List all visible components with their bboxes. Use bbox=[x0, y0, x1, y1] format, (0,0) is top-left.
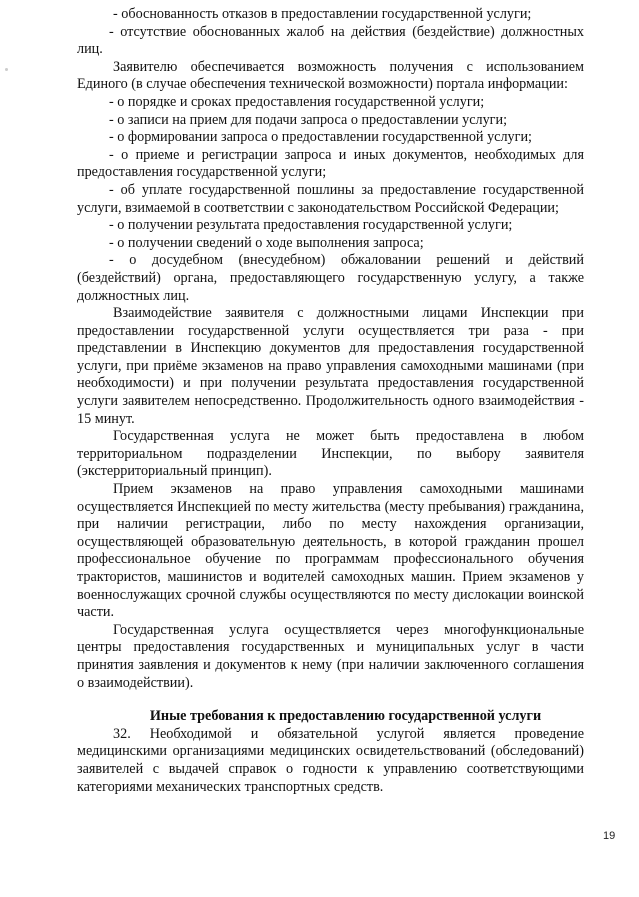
scan-speck bbox=[5, 68, 8, 71]
paragraph: Заявителю обеспечивается возможность получения с использованием Единого (в случае обеспечения технической возможности) портала информации: bbox=[77, 58, 584, 93]
paragraph: - обоснованность отказов в предоставлении государственной услуги; bbox=[113, 6, 532, 22]
list-item: - о порядке и сроках предоставления государственной услуги; bbox=[109, 93, 485, 110]
paragraph: 32. Необходимой и обязательной услугой является проведение медицинскими организациями медицинских освидетельствований (обследований) заявителей с выдачей справок о годности к управлению соответствующими категориями механических транспортных средств. bbox=[77, 725, 584, 795]
paragraph: Взаимодействие заявителя с должностными лицами Инспекции при предоставлении государственной услуги осуществляется три раза - при представлении в Инспекцию документов для предоставления государственной услуги, при приёме экзаменов на право управления самоходными машинами (при необходимости) и при получении результата предоставления государственной услуги заявителем непосредственно. Продолжительность одного взаимодействия - 15 минут. bbox=[77, 305, 584, 427]
list-item: - о формировании запроса о предоставлении государственной услуги; bbox=[109, 129, 532, 146]
section-heading: Иные требования к предоставлению государственной услуги bbox=[149, 708, 542, 725]
list-item: - о записи на прием для подачи запроса о предоставлении услуги; bbox=[109, 111, 508, 128]
list-item: - о получении результата предоставления государственной услуги; bbox=[109, 217, 513, 234]
list-item: - о досудебном (внесудебном) обжаловании решений и действий (бездействий) органа, предоставляющего государственную услугу, а также должностных лиц. bbox=[77, 252, 584, 304]
list-item: - о приеме и регистрации запроса и иных документов, необходимых для предоставления государственной услуги; bbox=[77, 146, 584, 181]
paragraph: Государственная услуга не может быть предоставлена в любом территориальном подразделении Инспекции, по выбору заявителя (экстерриториальный принцип). bbox=[77, 428, 584, 480]
list-item: - об уплате государственной пошлины за предоставление государственной услуги, взимаемой в соответствии с законодательством Российской Федерации; bbox=[77, 181, 584, 216]
page-number: 19 bbox=[603, 830, 616, 842]
document-body bbox=[77, 6, 584, 796]
list-item: - о получении сведений о ходе выполнения запроса; bbox=[109, 234, 424, 251]
paragraph: Прием экзаменов на право управления самоходными машинами осуществляется Инспекцией по месту жительства (месту пребывания) гражданина, при наличии регистрации, либо по месту нахождения организации, осуществляющей образовательную деятельность, в которой гражданин прошел профессиональное обучение по программам профессионального обучения трактористов, машинистов и водителей самоходных машин. Прием экзаменов у военнослужащих срочной службы осуществляются по месту дислокации воинской части. bbox=[77, 481, 584, 621]
paragraph: - отсутствие обоснованных жалоб на действия (бездействие) должностных лиц. bbox=[77, 23, 584, 58]
section-gap bbox=[77, 692, 584, 708]
paragraph: Государственная услуга осуществляется через многофункциональные центры предоставления государственных и муниципальных услуг в части принятия заявления и документов к нему (при наличии заключенного соглашения о взаимодействии). bbox=[77, 621, 584, 691]
